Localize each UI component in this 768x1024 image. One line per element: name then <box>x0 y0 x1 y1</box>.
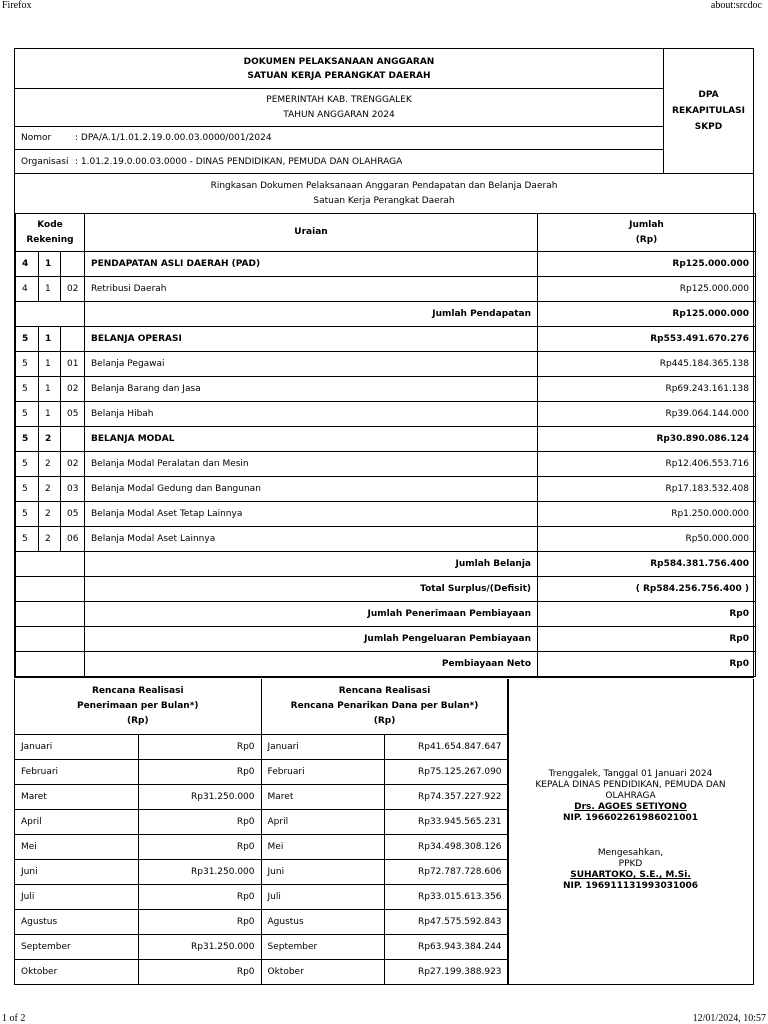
summary-line-1: Ringkasan Dokumen Pelaksanaan Anggaran Pendapatan dan Belanja Daerah <box>210 180 558 191</box>
monthly-plan-table <box>15 679 509 985</box>
col-jumlah-line-1: Jumlah <box>629 219 664 230</box>
kode-1: 5 <box>16 477 39 502</box>
kode-3: 02 <box>61 377 85 402</box>
plan-row <box>15 834 508 859</box>
plan-month-out: Oktober <box>261 959 384 984</box>
kode-1: 5 <box>16 427 39 452</box>
total-row <box>16 602 756 627</box>
kode-2: 1 <box>39 327 61 352</box>
uraian-cell: Belanja Hibah <box>85 402 538 427</box>
jumlah-cell: Rp553.491.670.276 <box>538 327 756 352</box>
jumlah-cell: Rp50.000.000 <box>538 527 756 552</box>
jumlah-cell: Rp69.243.161.138 <box>538 377 756 402</box>
total-row <box>16 577 756 602</box>
uraian-cell: Belanja Modal Peralatan dan Mesin <box>85 452 538 477</box>
kode-3: 05 <box>61 502 85 527</box>
nomor-value: : DPA/A.1/1.01.2.19.0.00.03.0000/001/2024 <box>75 133 272 143</box>
browser-app-name: Firefox <box>2 0 32 11</box>
plan-month-out: Juli <box>261 884 384 909</box>
plan-penarikan: Rp47.575.592.843 <box>384 909 508 934</box>
side-line-2: REKAPITULASI <box>672 106 745 116</box>
plan-month-out: Juni <box>261 859 384 884</box>
summary-title <box>15 173 753 213</box>
government-block <box>15 89 663 127</box>
plan-left-head-1: Rencana Realisasi <box>91 685 184 696</box>
plan-right-head-3: (Rp) <box>373 715 396 726</box>
plan-left-head-2: Penerimaan per Bulan*) <box>76 700 199 711</box>
kode-1: 4 <box>16 277 39 302</box>
kode-2: 1 <box>39 402 61 427</box>
uraian-cell: BELANJA OPERASI <box>85 327 538 352</box>
signature-approver <box>508 848 753 892</box>
uraian-cell: Retribusi Daerah <box>85 277 538 302</box>
plan-month-out: Maret <box>261 784 384 809</box>
signature-position-line-2: OLAHRAGA <box>605 791 656 801</box>
kode-2: 2 <box>39 477 61 502</box>
plan-month-in: September <box>15 934 138 959</box>
plan-and-signature <box>14 679 754 985</box>
total-label: Pembiayaan Neto <box>85 652 538 677</box>
plan-penerimaan: Rp0 <box>138 834 261 859</box>
table-row <box>16 527 756 552</box>
table-row <box>16 452 756 477</box>
plan-penerimaan: Rp0 <box>138 909 261 934</box>
plan-penarikan: Rp34.498.308.126 <box>384 834 508 859</box>
page-url: about:srcdoc <box>710 0 762 11</box>
budget-table <box>15 213 756 677</box>
kode-1: 5 <box>16 502 39 527</box>
total-label: Jumlah Belanja <box>85 552 538 577</box>
document-title <box>15 49 663 89</box>
plan-row <box>15 734 508 759</box>
plan-month-in: Mei <box>15 834 138 859</box>
plan-month-out: Mei <box>261 834 384 859</box>
signature-block <box>508 679 753 984</box>
kode-empty <box>16 652 85 677</box>
kode-2: 1 <box>39 277 61 302</box>
plan-month-in: Juli <box>15 884 138 909</box>
table-row <box>16 402 756 427</box>
fiscal-year: TAHUN ANGGARAN 2024 <box>283 109 395 120</box>
plan-penerimaan: Rp31.250.000 <box>138 784 261 809</box>
plan-row <box>15 909 508 934</box>
col-kode-line-2: Rekening <box>26 234 74 245</box>
uraian-cell: Belanja Modal Aset Lainnya <box>85 527 538 552</box>
kode-2: 2 <box>39 427 61 452</box>
header-left <box>15 49 664 173</box>
jumlah-cell: Rp39.064.144.000 <box>538 402 756 427</box>
plan-penarikan: Rp74.357.227.922 <box>384 784 508 809</box>
plan-month-in: April <box>15 809 138 834</box>
kode-3: 02 <box>61 452 85 477</box>
summary-line-2: Satuan Kerja Perangkat Daerah <box>313 195 455 206</box>
jumlah-cell: Rp17.183.532.408 <box>538 477 756 502</box>
table-row <box>16 327 756 352</box>
plan-penerimaan: Rp0 <box>138 884 261 909</box>
plan-row <box>15 884 508 909</box>
total-row <box>16 552 756 577</box>
uraian-cell: BELANJA MODAL <box>85 427 538 452</box>
kode-empty <box>16 577 85 602</box>
kode-1: 5 <box>16 402 39 427</box>
plan-penarikan: Rp75.125.267.090 <box>384 759 508 784</box>
total-label: Jumlah Pengeluaran Pembiayaan <box>85 627 538 652</box>
total-row <box>16 652 756 677</box>
plan-header-row <box>15 679 508 734</box>
government-name: PEMERINTAH KAB. TRENGGALEK <box>266 94 412 105</box>
total-label: Jumlah Penerimaan Pembiayaan <box>85 602 538 627</box>
signature-place-date: Trenggalek, Tanggal 01 Januari 2024 <box>548 769 713 779</box>
plan-penarikan: Rp33.015.613.356 <box>384 884 508 909</box>
col-uraian: Uraian <box>85 214 538 252</box>
kode-empty <box>16 627 85 652</box>
table-row <box>16 502 756 527</box>
plan-row <box>15 859 508 884</box>
plan-penarikan: Rp63.943.384.244 <box>384 934 508 959</box>
plan-penarikan: Rp33.945.565.231 <box>384 809 508 834</box>
table-row <box>16 277 756 302</box>
plan-left-head-3: (Rp) <box>126 715 149 726</box>
table-row <box>16 302 756 327</box>
jumlah-cell: Rp125.000.000 <box>538 302 756 327</box>
jumlah-cell: Rp445.184.365.138 <box>538 352 756 377</box>
plan-penarikan: Rp27.199.388.923 <box>384 959 508 984</box>
approve-label: Mengesahkan, <box>597 848 664 858</box>
table-row <box>16 377 756 402</box>
kode-3: 02 <box>61 277 85 302</box>
nomor-label: Nomor <box>21 133 52 143</box>
organisasi-value: : 1.01.2.19.0.00.03.0000 - DINAS PENDIDIKAN, PEMUDA DAN OLAHRAGA <box>75 156 403 167</box>
plan-penerimaan: Rp31.250.000 <box>138 934 261 959</box>
plan-row <box>15 959 508 984</box>
side-line-1: DPA <box>698 90 719 100</box>
jumlah-cell: Rp125.000.000 <box>538 277 756 302</box>
plan-month-in: Februari <box>15 759 138 784</box>
kode-1: 5 <box>16 452 39 477</box>
col-jumlah <box>538 214 756 252</box>
side-line-3: SKPD <box>694 122 723 132</box>
plan-month-in: Juni <box>15 859 138 884</box>
plan-right-head-1: Rencana Realisasi <box>338 685 431 696</box>
kode-2: 1 <box>39 377 61 402</box>
document-type-label <box>664 49 753 173</box>
plan-month-out: Agustus <box>261 909 384 934</box>
signature-nip-1: NIP. 196602261986021001 <box>562 813 699 823</box>
uraian-cell: Belanja Modal Gedung dan Bangunan <box>85 477 538 502</box>
kode-2: 2 <box>39 527 61 552</box>
print-datetime: 12/01/2024, 10:57 <box>692 1013 766 1024</box>
plan-row <box>15 934 508 959</box>
signature-name-1: Drs. AGOES SETIYONO <box>574 802 687 812</box>
plan-row <box>15 759 508 784</box>
plan-penerimaan: Rp0 <box>138 809 261 834</box>
total-value: Rp584.381.756.400 <box>538 552 756 577</box>
signature-position-line-1: KEPALA DINAS PENDIDIKAN, PEMUDA DAN <box>535 780 726 790</box>
kode-1: 5 <box>16 327 39 352</box>
nomor-row <box>15 127 663 150</box>
signature-nip-2: NIP. 196911131993031006 <box>562 881 699 891</box>
kode-3 <box>61 252 85 277</box>
kode-3 <box>61 427 85 452</box>
total-value: Rp0 <box>538 627 756 652</box>
organisasi-row <box>15 150 663 173</box>
plan-month-out: September <box>261 934 384 959</box>
col-jumlah-line-2: (Rp) <box>635 234 658 245</box>
kode-2: 1 <box>39 252 61 277</box>
plan-penerimaan: Rp0 <box>138 959 261 984</box>
col-kode-rekening <box>16 214 85 252</box>
plan-penerimaan: Rp0 <box>138 759 261 784</box>
title-line-1: DOKUMEN PELAKSANAAN ANGGARAN <box>243 56 435 67</box>
kode-1: 5 <box>16 377 39 402</box>
kode-2: 2 <box>39 502 61 527</box>
uraian-cell: Belanja Pegawai <box>85 352 538 377</box>
jumlah-cell: Rp12.406.553.716 <box>538 452 756 477</box>
plan-penarikan: Rp72.787.728.606 <box>384 859 508 884</box>
plan-penerimaan: Rp0 <box>138 734 261 759</box>
total-row <box>16 627 756 652</box>
plan-month-in: Agustus <box>15 909 138 934</box>
total-label: Total Surplus/(Defisit) <box>85 577 538 602</box>
kode-3 <box>61 327 85 352</box>
total-value: Rp0 <box>538 602 756 627</box>
approve-role: PPKD <box>618 859 643 869</box>
total-label: Jumlah Pendapatan <box>85 302 538 327</box>
col-kode-line-1: Kode <box>37 219 63 230</box>
dpa-document <box>14 48 754 678</box>
signature-name-2: SUHARTOKO, S.E., M.Si. <box>570 870 691 880</box>
organisasi-label: Organisasi <box>21 156 69 167</box>
kode-3: 01 <box>61 352 85 377</box>
kode-3: 05 <box>61 402 85 427</box>
kode-3: 06 <box>61 527 85 552</box>
uraian-cell: Belanja Barang dan Jasa <box>85 377 538 402</box>
plan-right-head-2: Rencana Penarikan Dana per Bulan*) <box>290 700 479 711</box>
plan-penarikan: Rp41.654.847.647 <box>384 734 508 759</box>
table-header-row <box>16 214 756 252</box>
kode-1: 5 <box>16 527 39 552</box>
plan-month-in: Maret <box>15 784 138 809</box>
plan-month-out: April <box>261 809 384 834</box>
plan-row <box>15 809 508 834</box>
title-line-2: SATUAN KERJA PERANGKAT DAERAH <box>247 70 431 81</box>
page-indicator: 1 of 2 <box>2 1013 26 1024</box>
monthly-plan <box>15 679 508 984</box>
plan-head-penarikan <box>261 679 508 734</box>
uraian-cell: PENDAPATAN ASLI DAERAH (PAD) <box>85 252 538 277</box>
kode-empty <box>16 302 85 327</box>
kode-2: 1 <box>39 352 61 377</box>
kode-2: 2 <box>39 452 61 477</box>
jumlah-cell: Rp1.250.000.000 <box>538 502 756 527</box>
jumlah-cell: Rp30.890.086.124 <box>538 427 756 452</box>
plan-head-penerimaan <box>15 679 261 734</box>
plan-month-out: Januari <box>261 734 384 759</box>
document-header <box>15 49 753 173</box>
table-row <box>16 477 756 502</box>
plan-row <box>15 784 508 809</box>
total-value: Rp0 <box>538 652 756 677</box>
table-row <box>16 352 756 377</box>
kode-empty <box>16 552 85 577</box>
plan-month-in: Januari <box>15 734 138 759</box>
kode-3: 03 <box>61 477 85 502</box>
plan-month-out: Februari <box>261 759 384 784</box>
plan-month-in: Oktober <box>15 959 138 984</box>
kode-empty <box>16 602 85 627</box>
table-row <box>16 252 756 277</box>
total-value: ( Rp584.256.756.400 ) <box>538 577 756 602</box>
table-row <box>16 427 756 452</box>
kode-1: 4 <box>16 252 39 277</box>
kode-1: 5 <box>16 352 39 377</box>
uraian-cell: Belanja Modal Aset Tetap Lainnya <box>85 502 538 527</box>
jumlah-cell: Rp125.000.000 <box>538 252 756 277</box>
plan-penerimaan: Rp31.250.000 <box>138 859 261 884</box>
signature-head-of-office <box>508 769 753 824</box>
